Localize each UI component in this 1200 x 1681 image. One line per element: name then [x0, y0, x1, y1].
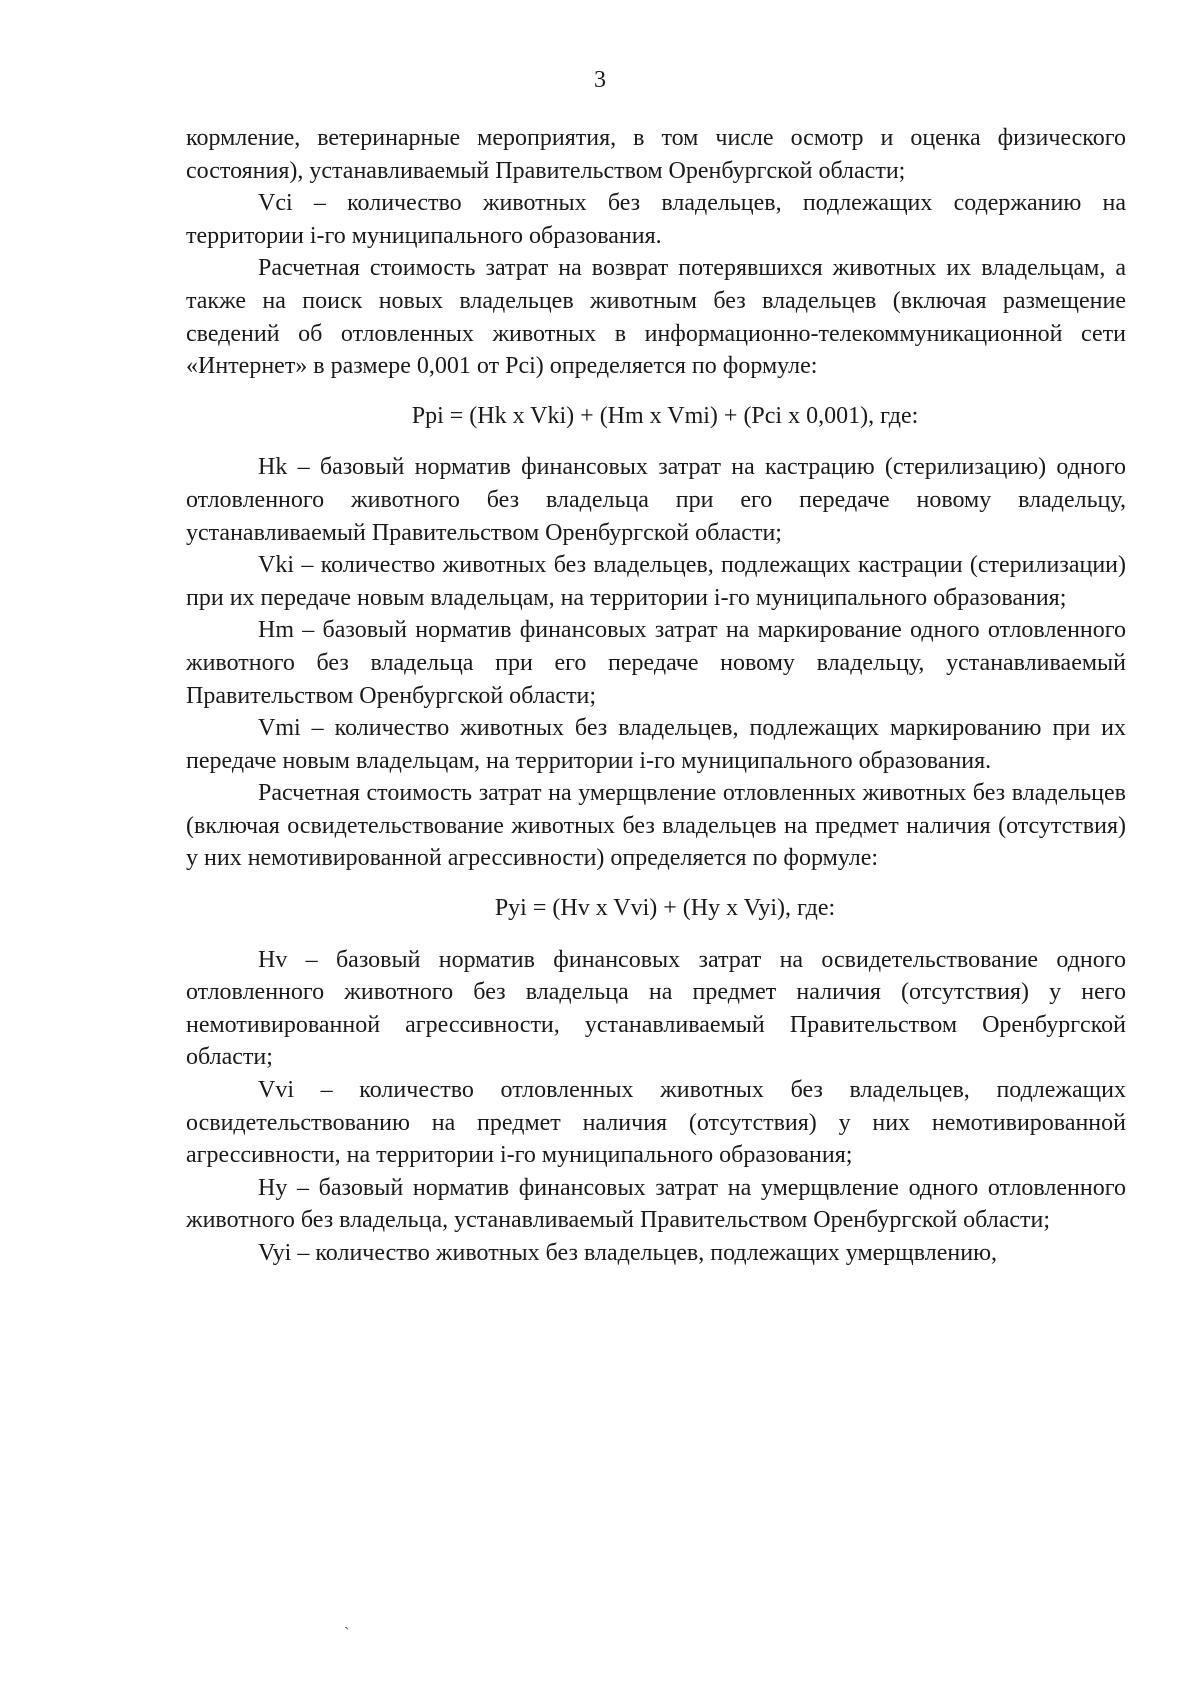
formula-pyi: Pyi = (Hv x Vvi) + (Hy x Vyi), где: [494, 895, 836, 922]
paragraph-vci-definition: Vci – количество животных без владельцев, подлежащих содержанию на территории i-го муниципального образования. [186, 190, 1126, 249]
paragraph-ppi-intro: Расчетная стоимость затрат на возврат потерявшихся животных их владельцам, а также на поиск новых владельцев животным без владельцев (включая размещение сведений об отловленных животных в информационно-телекоммуникационной сети «Интернет» в размере 0,001 от Pci) определяется по формуле: [186, 255, 1126, 380]
formula-ppi: Ppi = (Hk x Vki) + (Hm x Vmi) + (Pci x 0,001), где: [411, 402, 919, 429]
paragraph-vmi-definition: Vmi – количество животных без владельцев, подлежащих маркированию при их передаче новым владельцам, на территории i-го муниципального образования. [186, 715, 1126, 774]
paragraph-hk-definition: Hk – базовый норматив финансовых затрат на кастрацию (стерилизацию) одного отловленного животного без владельца при его передаче новому владельцу, устанавливаемый Правительством Оренбургской области; [186, 454, 1126, 546]
paragraph-hy-definition: Hy – базовый норматив финансовых затрат на умерщвление одного отловленного животного без владельца, устанавливаемый Правительством Оренбургской области; [186, 1174, 1126, 1234]
paragraph-vyi-definition: Vyi – количество животных без владельцев, подлежащих умерщвлению, [258, 1240, 998, 1266]
paragraph-pyi-intro: Расчетная стоимость затрат на умерщвление отловленных животных без владельцев (включая освидетельствование животных без владельцев на предмет наличия (отсутствия) у них немотивированной агрессивности) определяется по формуле: [186, 780, 1126, 872]
paragraph-hm-definition: Hm – базовый норматив финансовых затрат на маркирование одного отловленного животного без владельца при его передаче новому владельцу, устанавливаемый Правительством Оренбургской области; [186, 617, 1126, 709]
scan-mark: ˎ [344, 1613, 350, 1630]
page-number: 3 [594, 67, 606, 93]
paragraph-hv-definition: Hv – базовый норматив финансовых затрат на освидетельствование одного отловленного животного без владельца на предмет наличия (отсутствия) у него немотивированной агрессивности, устанавливаемый Правительством Оренбургской области; [186, 946, 1126, 1071]
paragraph-vvi-definition: Vvi – количество отловленных животных без владельцев, подлежащих освидетельствованию на предмет наличия (отсутствия) у них немотивированной агрессивности, на территории i-го муниципального образования; [186, 1077, 1126, 1169]
paragraph-continuation: кормление, ветеринарные мероприятия, в том числе осмотр и оценка физического состояния), устанавливаемый Правительством Оренбургской области; [186, 125, 1126, 184]
paragraph-vki-definition: Vki – количество животных без владельцев, подлежащих кастрации (стерилизации) при их передаче новым владельцам, на территории i-го муниципального образования; [186, 552, 1126, 611]
document-body [186, 122, 1126, 1270]
